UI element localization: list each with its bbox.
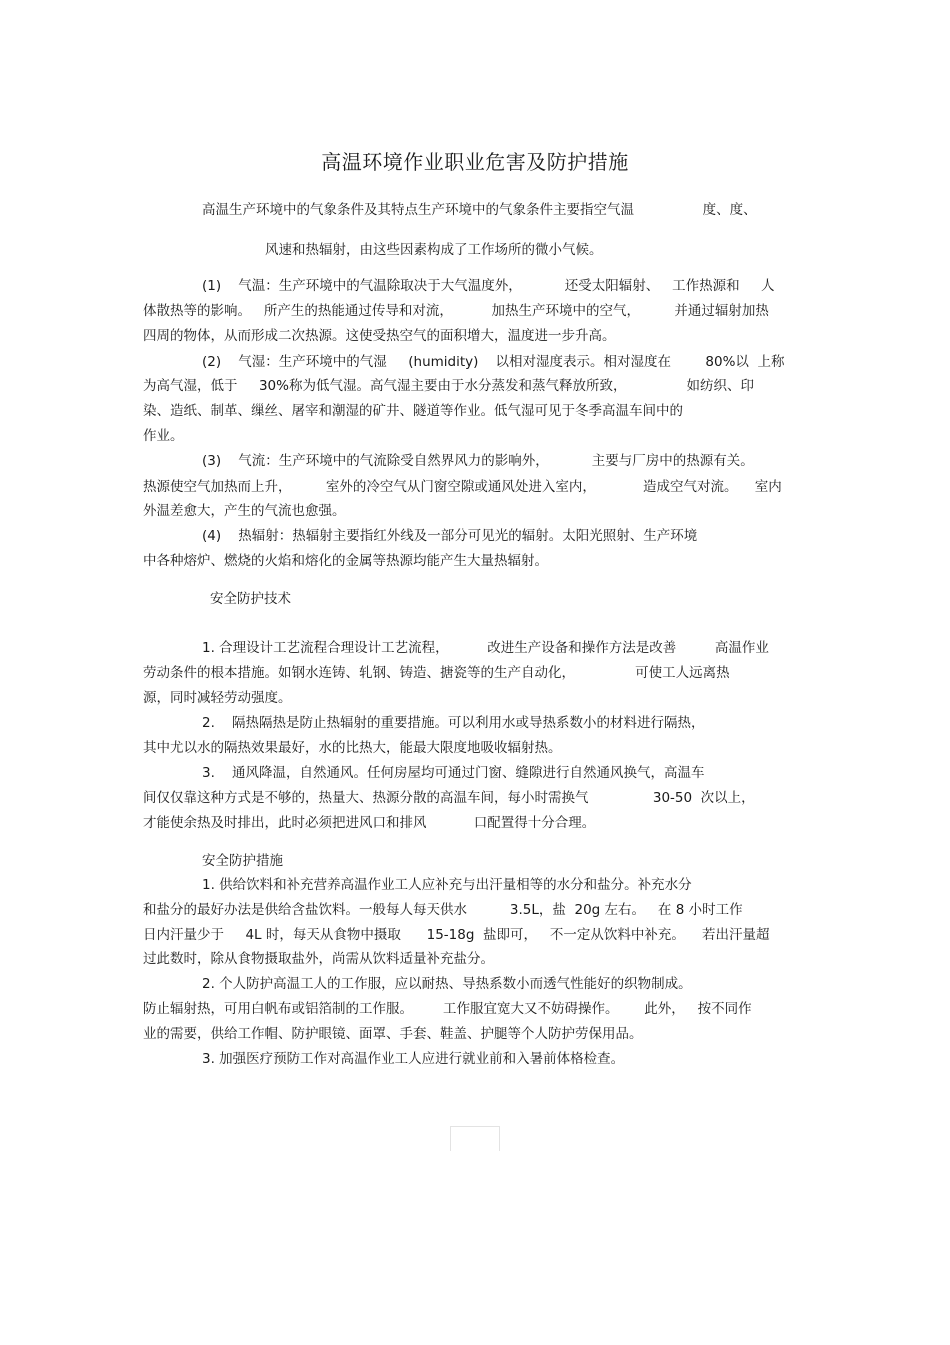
paragraph-temperature-line-1: (1) 气温：生产环境中的气温除取决于大气温度外， 还受太阳辐射、 工作热源和 人 xyxy=(202,278,775,294)
paragraph-temperature-line-3: 四周的物体，从而形成二次热源。这使受热空气的面积增大，温度进一步升高。 xyxy=(143,328,616,344)
technology-item-1-line-2: 劳动条件的根本措施。如钢水连铸、轧钢、铸造、搪瓷等的生产自动化， 可使工人远离热 xyxy=(143,665,730,681)
measures-item-2-line-3: 业的需要，供给工作帽、防护眼镜、面罩、手套、鞋盖、护腿等个人防护劳保用品。 xyxy=(143,1026,643,1042)
paragraph-humidity-line-3: 染、造纸、制革、缫丝、屠宰和潮湿的矿井、隧道等作业。低气湿可见于冬季高温车间中的 xyxy=(143,403,683,419)
intro-line-1: 高温生产环境中的气象条件及其特点生产环境中的气象条件主要指空气温 度、度、 xyxy=(202,202,757,218)
technology-item-3-line-3: 才能使余热及时排出，此时必须把进风口和排风 口配置得十分合理。 xyxy=(143,815,596,831)
paragraph-radiation-line-1: (4) 热辐射：热辐射主要指红外线及一部分可见光的辐射。太阳光照射、生产环境 xyxy=(202,528,698,544)
measures-item-1-line-3: 日内汗量少于 4L 时，每天从食物中摄取 15-18g 盐即可， 不一定从饮料中补充。 若出汗量超 xyxy=(143,927,770,943)
technology-item-1-line-1: 1. 合理设计工艺流程合理设计工艺流程， 改进生产设备和操作方法是改善 高温作业 xyxy=(202,640,769,656)
technology-item-1-line-3: 源，同时减轻劳动强度。 xyxy=(143,690,292,706)
paragraph-airflow-line-2: 热源使空气加热而上升， 室外的冷空气从门窗空隙或通风处进入室内， 造成空气对流。 室内 xyxy=(143,479,782,495)
measures-item-1-line-4: 过此数时，除从食物摄取盐外，尚需从饮料适量补充盐分。 xyxy=(143,951,494,967)
paragraph-radiation-line-2: 中各种熔炉、燃烧的火焰和熔化的金属等热源均能产生大量热辐射。 xyxy=(143,553,548,569)
technology-item-3-line-2: 间仅仅靠这种方式是不够的，热量大、热源分散的高温车间，每小时需换气 30-50 次以上， xyxy=(143,790,755,806)
paragraph-temperature-line-2: 体散热等的影响。 所产生的热能通过传导和对流， 加热生产环境中的空气， 并通过辐射加热 xyxy=(143,303,769,319)
page-footer-box xyxy=(450,1126,500,1151)
measures-item-1-line-2: 和盐分的最好办法是供给含盐饮料。一般每人每天供水 3.5L，盐 20g 左右。 在 8 小时工作 xyxy=(143,902,743,918)
measures-item-2-line-1: 2. 个人防护高温工人的工作服，应以耐热、导热系数小而透气性能好的织物制成。 xyxy=(202,976,692,992)
measures-item-1-line-1: 1. 供给饮料和补充营养高温作业工人应补充与出汗量相等的水分和盐分。补充水分 xyxy=(202,877,692,893)
paragraph-airflow-line-3: 外温差愈大，产生的气流也愈强。 xyxy=(143,503,346,519)
section-heading-protection-technology: 安全防护技术 xyxy=(210,591,291,607)
paragraph-airflow-line-1: (3) 气流：生产环境中的气流除受自然界风力的影响外， 主要与厂房中的热源有关。 xyxy=(202,453,754,469)
measures-item-3-line-1: 3. 加强医疗预防工作对高温作业工人应进行就业前和入暑前体格检查。 xyxy=(202,1051,625,1067)
technology-item-3-line-1: 3. 通风降温，自然通风。任何房屋均可通过门窗、缝隙进行自然通风换气，高温车 xyxy=(202,765,705,781)
technology-item-2-line-2: 其中尤以水的隔热效果最好，水的比热大，能最大限度地吸收辐射热。 xyxy=(143,740,562,756)
measures-item-2-line-2: 防止辐射热，可用白帆布或铝箔制的工作服。 工作服宜宽大又不妨碍操作。 此外， 按不同作 xyxy=(143,1001,752,1017)
technology-item-2-line-1: 2. 隔热隔热是防止热辐射的重要措施。可以利用水或导热系数小的材料进行隔热， xyxy=(202,715,705,731)
paragraph-humidity-line-1: (2) 气湿：生产环境中的气湿 (humidity) 以相对湿度表示。相对湿度在 80%以 上称 xyxy=(202,354,785,370)
intro-line-2: 风速和热辐射，由这些因素构成了工作场所的微小气候。 xyxy=(265,242,603,258)
paragraph-humidity-line-4: 作业。 xyxy=(143,428,184,444)
section-heading-protection-measures: 安全防护措施 xyxy=(202,853,283,869)
document-title: 高温环境作业职业危害及防护措施 xyxy=(321,150,629,174)
paragraph-humidity-line-2: 为高气湿，低于 30%称为低气湿。高气湿主要由于水分蒸发和蒸气释放所致， 如纺织、印 xyxy=(143,378,755,394)
